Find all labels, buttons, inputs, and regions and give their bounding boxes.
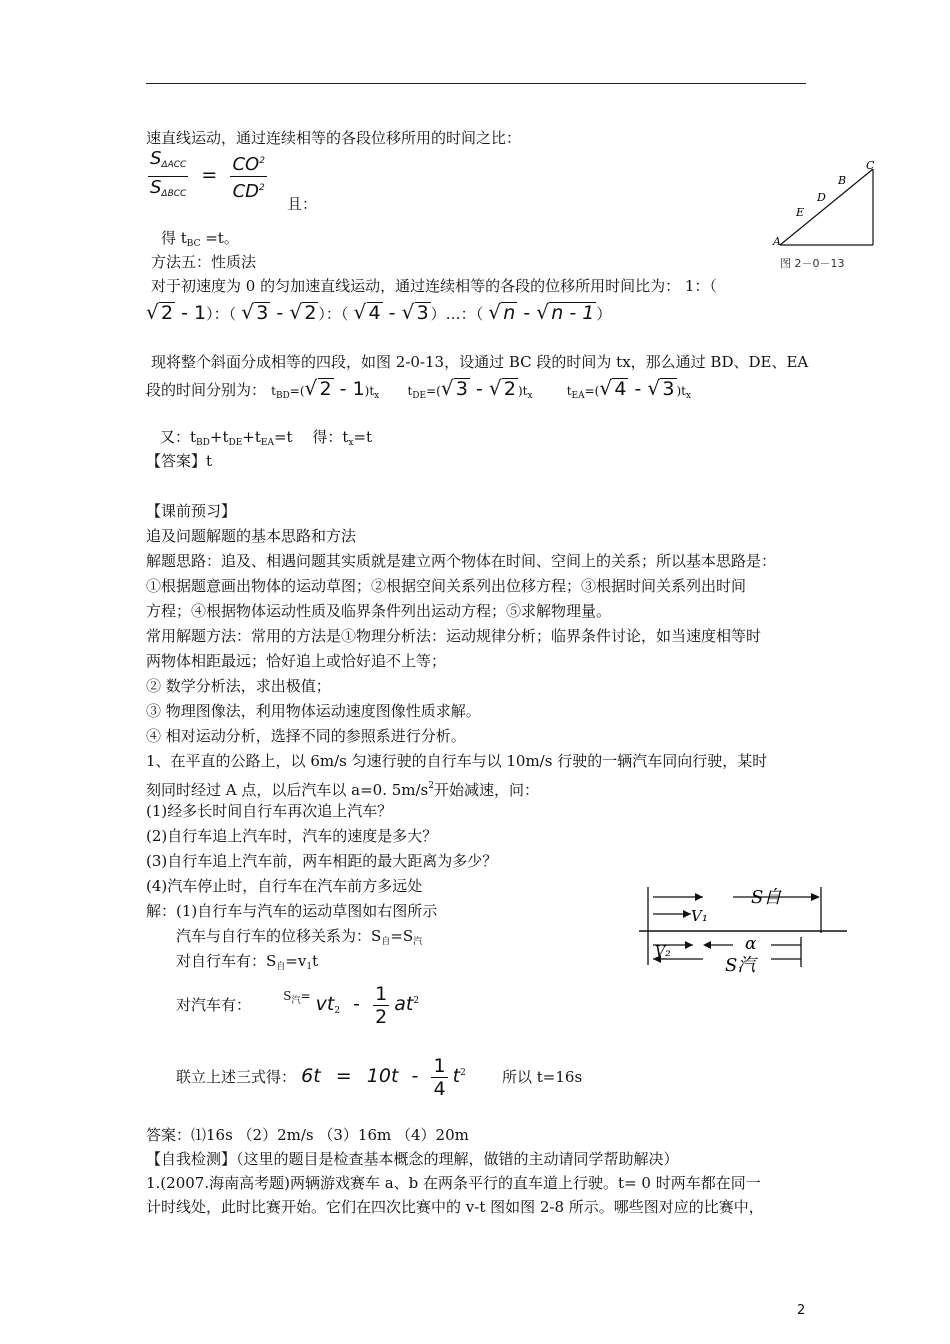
- figure-caption: 图 2－0－13: [780, 257, 845, 270]
- text-line: 刻同时经过 A 点，以后汽车以 a=0. $5m/s^2$开始减速，问：: [146, 781, 539, 799]
- label-c: C: [866, 159, 875, 172]
- text-line: 常用解题方法：常用的方法是①物理分析法：运动规律分析；临界条件讨论，如当速度相等时: [146, 627, 762, 645]
- ratio-equation: $\frac{S_{\Delta ACC}}{S_{\Delta BCC}}$ = $\frac{CO^2}{CD^2}$: [149, 148, 265, 202]
- text-line: 方程；④根据物体运动性质及临界条件列出运动方程；⑤求解物理量。: [146, 602, 612, 620]
- sketch-accel: α: [745, 934, 757, 954]
- text-line: ④ 相对运动分析，选择不同的参照系进行分析。: [146, 727, 466, 745]
- ratio-sequence: √ 2 - 1）：（ √ 3 - √ 2 ）：（ √ 4 - √ 3 ）…：（ √ n - √ n - 1 ）: [146, 302, 611, 325]
- self-test-title: 【自我检测】（这里的题目是检查基本概念的理解，做错的主动请同学帮助解决）: [146, 1150, 679, 1168]
- relation-line: 汽车与自行车的位移关系为：$S_自=S_汽$: [176, 927, 423, 947]
- ratio-after: 且：: [287, 195, 318, 213]
- question-text: 1.(2007.海南高考题)两辆游戏赛车 a、b 在两条平行的直车道上行驶。t= 0 时两车都在同一: [146, 1174, 761, 1192]
- text-line: 1、在平直的公路上，以 6m/s 匀速行驶的自行车与以 10m/s 行驶的一辆汽车同向行驶，某时: [146, 752, 768, 770]
- text-line: ③ 物理图像法，利用物体运动速度图像性质求解。: [146, 702, 481, 720]
- method5-line: 对于初速度为 0 的匀加速直线运动，通过连续相等的各段的位移所用时间比为： 1：（: [151, 277, 717, 295]
- question-text: 计时线处，此时比赛开始。它们在四次比赛中的 v-t 图如图 2-8 所示。哪些图对应的比赛中，: [146, 1198, 764, 1216]
- combine-equation: 联立上述三式得： 6t = 10t - $\frac{1}{4}$ $t^2$ 所以 t=16s: [176, 1055, 583, 1100]
- text-line: ② 数学分析法，求出极值；: [146, 677, 331, 695]
- text-line: ①根据题意画出物体的运动草图；②根据空间关系列出位移方程；③根据时间关系列出时间: [146, 577, 747, 595]
- question-4: (4)汽车停止时，自行车在汽车前方多远处: [146, 877, 423, 895]
- text-line: 速直线运动，通过连续相等的各段位移所用的时间之比：: [146, 129, 522, 147]
- sketch-s-bike: S自: [751, 887, 782, 908]
- label-a: A: [773, 235, 781, 248]
- text-line: 两物体相距最远；恰好追上或恰好追不上等；: [146, 652, 447, 670]
- also-line: 又：$t_{BD}+t_{DE}+t_{EA}=t$ 得：$t_x=t$: [160, 428, 373, 448]
- motion-sketch: [633, 875, 853, 975]
- sketch-s-car: S汽: [725, 955, 756, 975]
- preview-subtitle: 追及问题解题的基本思路和方法: [146, 527, 357, 545]
- question-3: (3)自行车追上汽车前，两车相距的最大距离为多少？: [146, 852, 498, 870]
- sketch-v1: V₁: [691, 907, 708, 925]
- question-1: (1)经多长时间自行车再次追上汽车？: [146, 802, 393, 820]
- answers-line: 答案：⑴16s （2）2m/s （3）16m （4）20m: [146, 1126, 469, 1144]
- incline-figure: [770, 155, 880, 275]
- answer-line: 【答案】t: [146, 452, 213, 470]
- label-d: D: [817, 191, 826, 204]
- para2-line1: 现将整个斜面分成相等的四段，如图 2-0-13，设通过 BC 段的时间为 tx，那么通过 BD、DE、EA: [151, 353, 809, 371]
- bike-line: 对自行车有：$S_自=v_1t$: [176, 952, 319, 972]
- para2-line2: 段的时间分别为： $t_{BD}=(√$ $2 - 1)t_x$ $t_{DE}=(√$ 3 - √ 2 )$t_x$ $t_{EA}=(√$ 4 - √ 3 )$t_x$: [146, 378, 691, 401]
- get-tbc: 得 $t_{BC} =t$。: [161, 229, 239, 249]
- preview-title: 【课前预习】: [146, 502, 237, 520]
- header-rule: [146, 83, 806, 84]
- car-equation: 对汽车有： $^{S_汽=}$ $vt_2$ - $\frac{1}{2}$ $at^2$: [176, 983, 420, 1028]
- label-e: E: [796, 206, 805, 219]
- text-line: 解题思路：追及、相遇问题其实质就是建立两个物体在时间、空间上的关系；所以基本思路是：: [146, 552, 777, 570]
- label-b: B: [838, 174, 847, 187]
- page-number: 2: [797, 1303, 806, 1318]
- method5-title: 方法五：性质法: [151, 253, 257, 271]
- sketch-v2: V₂: [655, 944, 671, 960]
- question-2: (2)自行车追上汽车时，汽车的速度是多大？: [146, 827, 438, 845]
- solution-intro: 解：(1)自行车与汽车的运动草图如右图所示: [146, 902, 438, 920]
